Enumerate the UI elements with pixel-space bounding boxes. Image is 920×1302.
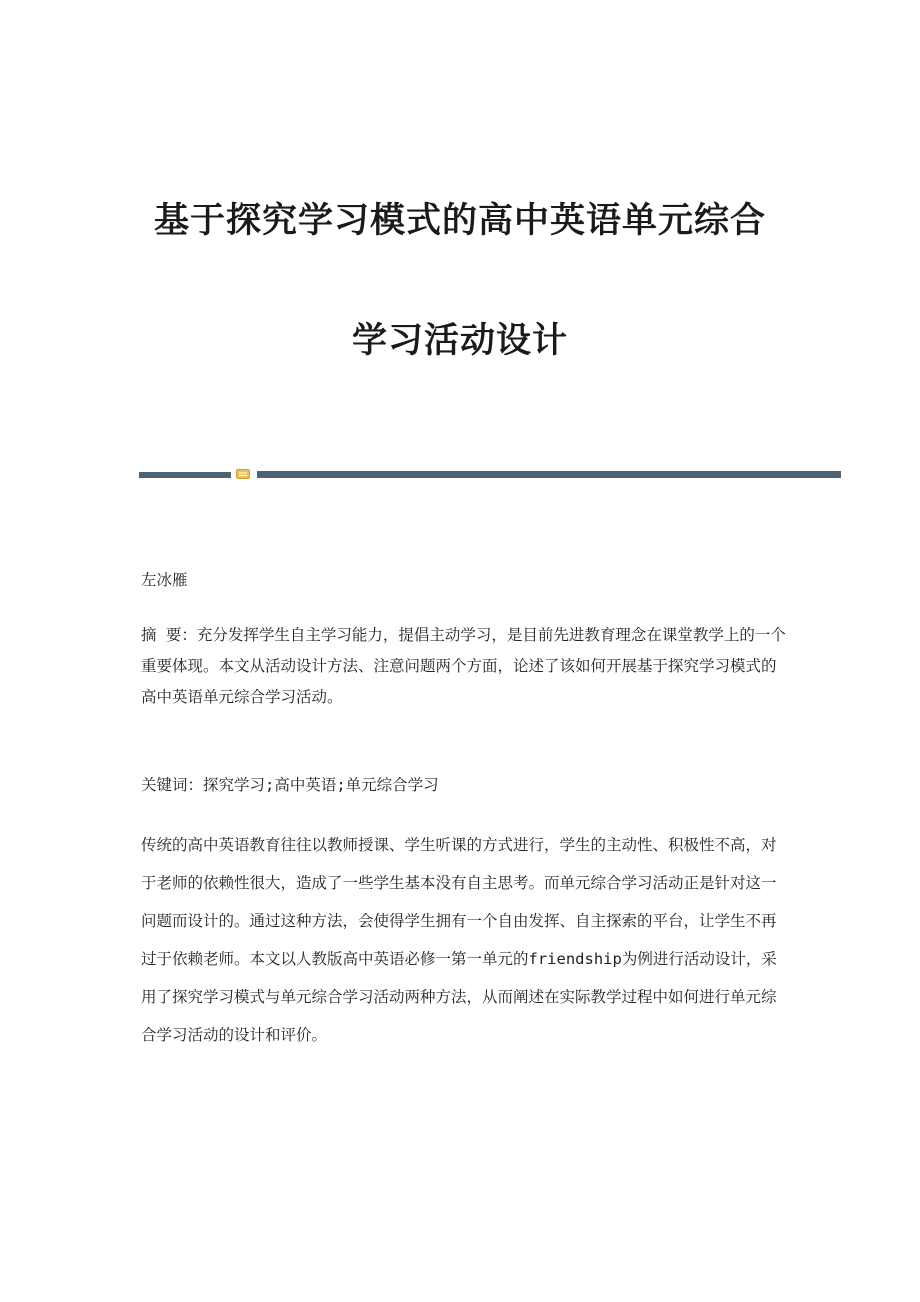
title-divider	[139, 467, 841, 481]
document-title-line-2: 学习活动设计	[351, 320, 568, 361]
keywords-label: 关键词：	[141, 776, 204, 794]
divider-bar-right	[257, 471, 841, 478]
body-paragraph: 传统的高中英语教育往往以教师授课、学生听课的方式进行，学生的主动性、积极性不高，对于老师的依赖性很大，造成了一些学生基本没有自主思考。而单元综合学习活动正是针对这一问题而设计的。通过这种方法，会使得学生拥有一个自由发挥、自主探索的平台，让学生不再过于依赖老师。本文以人教版高中英语必修一第一单元的friendship为例进行活动设计，采用了探究学习模式与单元综合学习活动两种方法，从而阐述在实际教学过程中如何进行单元综合学习活动的设计和评价。	[141, 836, 777, 1044]
divider-ornament-icon	[236, 469, 250, 479]
abstract	[141, 620, 791, 713]
abstract-text: 充分发挥学生自主学习能力，提倡主动学习，是目前先进教育理念在课堂教学上的一个重要体现。本文从活动设计方法、注意问题两个方面，论述了该如何开展基于探究学习模式的高中英语单元综合学习活动。	[141, 626, 786, 706]
document-title-line-1: 基于探究学习模式的高中英语单元综合	[153, 200, 766, 241]
keywords-text: 探究学习;高中英语;单元综合学习	[203, 776, 439, 794]
divider-bar-left	[139, 472, 231, 478]
keywords	[141, 773, 791, 797]
author-name: 左冰雁	[141, 571, 188, 589]
abstract-label: 摘 要：	[141, 626, 197, 644]
